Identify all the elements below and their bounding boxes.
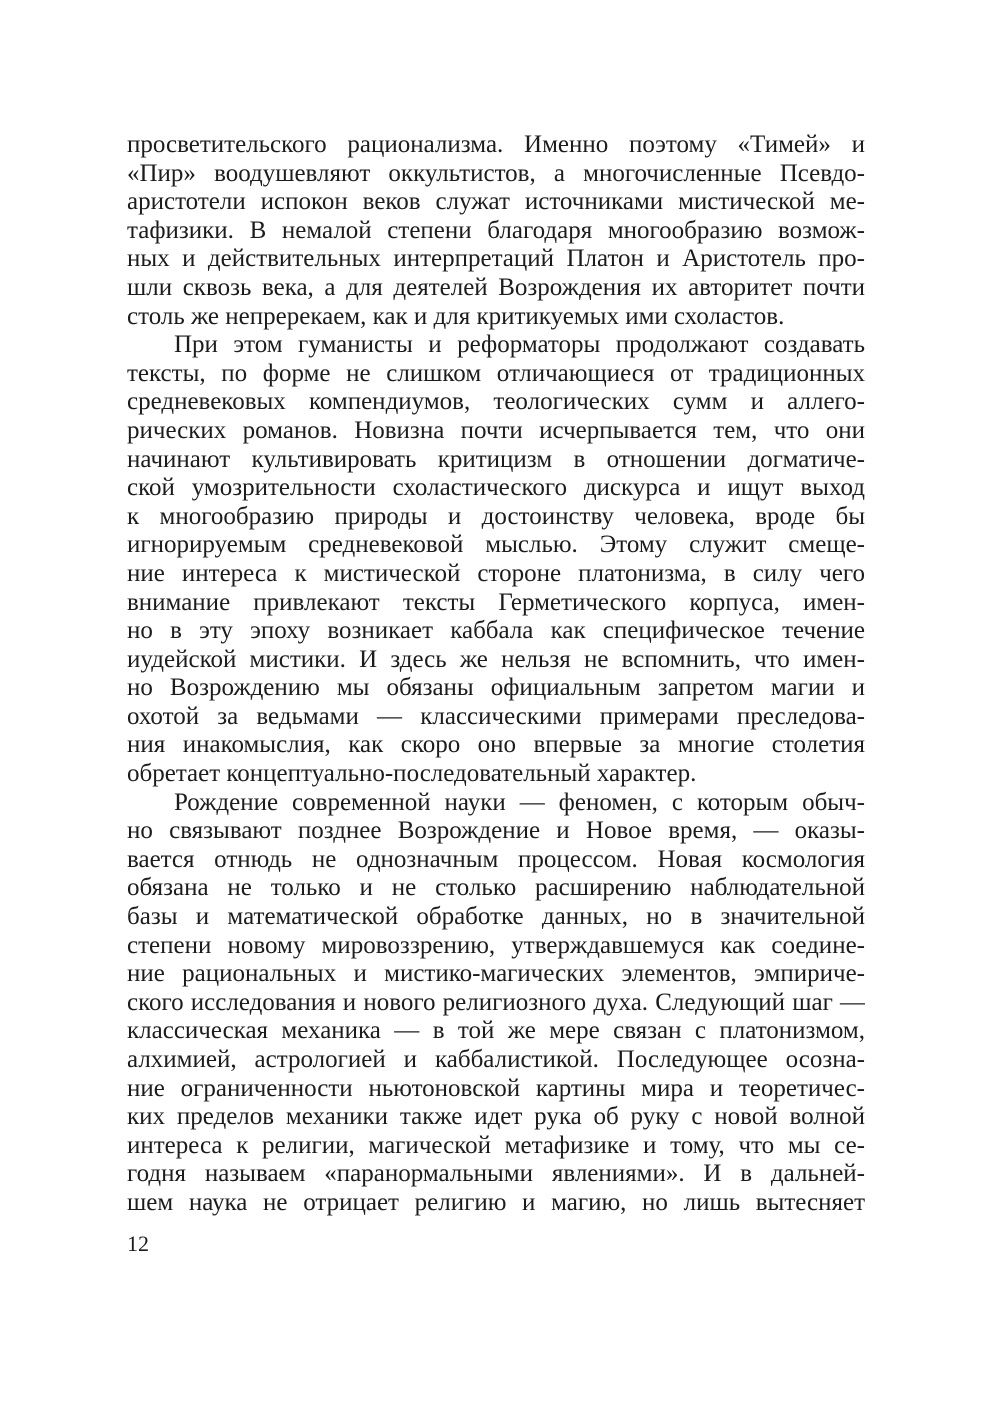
text-line: рических романов. Новизна почти исчерпывается тем, что они: [127, 416, 865, 444]
text-line: обретает концептуально-последовательный характер.: [127, 760, 697, 788]
text-line: иудейской мистики. И здесь же нельзя не вспомнить, что имен-: [127, 645, 865, 673]
paragraph-3: [127, 789, 865, 1218]
text-line: обязана не только и не столько расширению наблюдательной: [127, 874, 865, 902]
text-line: Рождение современной науки — феномен, с которым обыч-: [174, 788, 865, 816]
text-line: столь же непререкаем, как и для критикуемых ими схоластов.: [127, 302, 785, 330]
text-line: ского исследования и нового религиозного духа. Следующий шаг —: [127, 988, 865, 1016]
text-line: аристотели испокон веков служат источниками мистической ме-: [127, 188, 865, 216]
text-line: начинают культивировать критицизм в отношении догматиче-: [127, 445, 865, 473]
text-line: годня называем «паранормальными явлениями». И в дальней-: [127, 1160, 865, 1188]
text-line: внимание привлекают тексты Герметического корпуса, имен-: [127, 588, 865, 616]
text-line: классическая механика — в той же мере связан с платонизмом,: [127, 1017, 865, 1045]
text-line: интереса к религии, магической метафизике и тому, что мы се-: [127, 1131, 865, 1159]
text-line: просветительского рационализма. Именно поэтому «Тимей» и: [127, 131, 865, 158]
text-line: но связывают позднее Возрождение и Новое время, — оказы-: [127, 817, 865, 845]
text-line: игнорируемым средневековой мыслью. Этому служит смеще-: [127, 531, 865, 559]
text-line: ных и действительных интерпретаций Платон и Аристотель про-: [127, 245, 865, 273]
text-line: но Возрождению мы обязаны официальным запретом магии и: [127, 674, 865, 702]
text-line: При этом гуманисты и реформаторы продолжают создавать: [174, 331, 865, 359]
page-number: 12: [127, 1231, 149, 1256]
page-body: [127, 131, 865, 1218]
text-line: ких пределов механики также идет рука об руку с новой волной: [127, 1103, 865, 1131]
text-line: но в эту эпоху возникает каббала как специфическое течение: [127, 617, 865, 645]
text-line: степени новому мировоззрению, утверждавшемуся как соедине-: [127, 931, 865, 959]
text-line: к многообразию природы и достоинству человека, вроде бы: [127, 502, 865, 530]
text-line: вается отнюдь не однозначным процессом. Новая космология: [127, 845, 865, 873]
text-line: базы и математической обработке данных, но в значительной: [127, 903, 865, 931]
text-line: тексты, по форме не слишком отличающиеся от традиционных: [127, 359, 865, 387]
text-line: шем наука не отрицает религию и магию, но лишь вытесняет: [127, 1188, 865, 1216]
text-line: ние интереса к мистической стороне платонизма, в силу чего: [127, 559, 865, 587]
text-line: тафизики. В немалой степени благодаря многообразию возмож-: [127, 216, 865, 244]
text-line: ние ограниченности ньютоновской картины мира и теоретичес-: [127, 1074, 865, 1102]
text-line: ской умозрительности схоластического дискурса и ищут выход: [127, 474, 865, 502]
paragraph-1: [127, 131, 865, 331]
text-line: охотой за ведьмами — классическими примерами преследова-: [127, 702, 865, 730]
text-line: ние рациональных и мистико-магических элементов, эмпириче-: [127, 960, 865, 988]
text-line: алхимией, астрологией и каббалистикой. Последующее осозна-: [127, 1046, 865, 1073]
text-line: шли сквозь века, а для деятелей Возрождения их авторитет почти: [127, 273, 865, 301]
text-line: средневековых компендиумов, теологических сумм и аллего-: [127, 388, 865, 416]
text-line: «Пир» воодушевляют оккультистов, а многочисленные Псевдо-: [127, 159, 865, 187]
paragraph-2: [127, 331, 865, 789]
text-line: ния инакомыслия, как скоро оно впервые за многие столетия: [127, 731, 865, 759]
